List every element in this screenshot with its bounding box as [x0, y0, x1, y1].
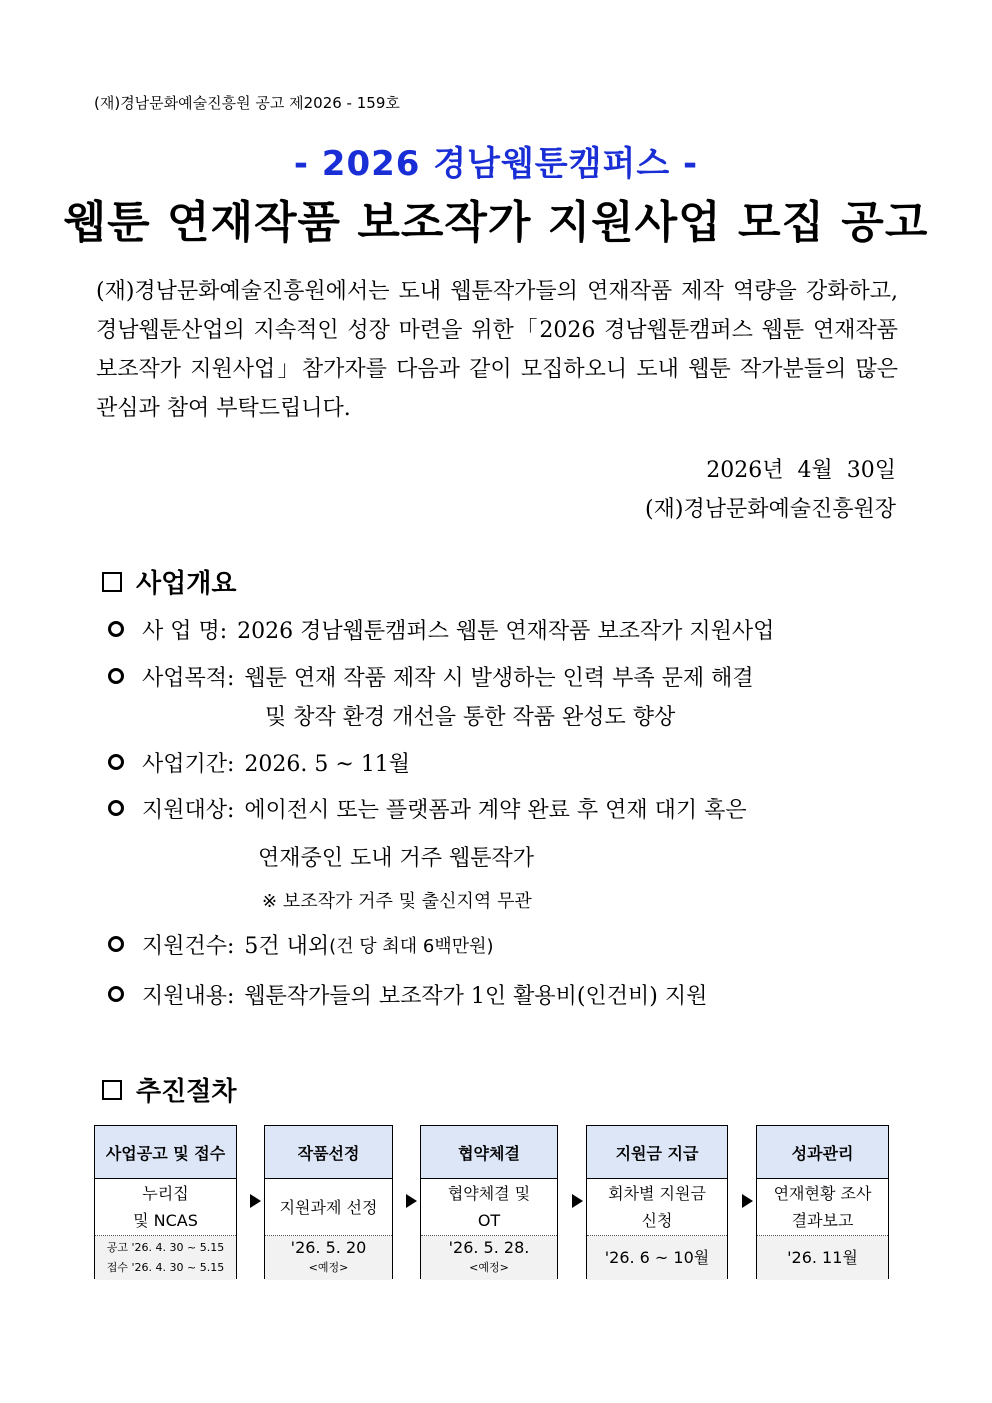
item-label: 사업기간:	[142, 752, 235, 777]
item-label: 지원내용:	[142, 984, 235, 1009]
circle-bullet-icon	[108, 936, 124, 952]
item-label: 지원건수:	[142, 934, 235, 959]
overview-item-purpose	[108, 661, 754, 692]
procedure-step-4	[586, 1125, 728, 1279]
item-value: 5건 내외	[244, 934, 330, 959]
circle-bullet-icon	[108, 668, 124, 684]
section-overview-heading	[102, 563, 236, 600]
item-value: 2026. 5 ~ 11월	[244, 752, 411, 777]
intro-paragraph: (재)경남문화예술진흥원에서는 도내 웹툰작가들의 연재작품 제작 역량을 강화하고, 경남웹툰산업의 지속적인 성장 마련을 위한「2026 경남웹툰캠퍼스 웹툰 연재작품 보조작가 지원사업」참가자를 다음과 같이 모집하오니 도내 웹툰 작가분들의 많은 관심과 참여 부탁드립니다.	[96, 279, 898, 421]
item-label: 사업목적:	[142, 666, 235, 691]
step-foot-line1: '26. 6 ~ 10월	[604, 1248, 710, 1267]
item-label: 사 업 명:	[142, 619, 228, 644]
step-foot-line1: 공고 '26. 4. 30 ~ 5.15	[106, 1241, 225, 1254]
circle-bullet-icon	[108, 800, 124, 816]
step-body: 지원과제 선정	[265, 1179, 392, 1236]
step-body-line2: 및 NCAS	[133, 1211, 198, 1230]
step-head: 지원금 지급	[587, 1126, 727, 1179]
procedure-step-5	[756, 1125, 889, 1279]
step-body-line2: 결과보고	[791, 1211, 854, 1230]
circle-bullet-icon	[108, 986, 124, 1002]
step-foot-line2: 접수 '26. 4. 30 ~ 5.15	[106, 1261, 225, 1274]
item-value: 웹툰 연재 작품 제작 시 발생하는 인력 부족 문제 해결	[244, 666, 754, 691]
step-body-line2: 신청	[641, 1211, 673, 1230]
step-foot-line2: <예정>	[308, 1261, 349, 1274]
overview-item-period	[108, 747, 410, 778]
step-foot-line1: '26. 11월	[787, 1248, 858, 1267]
step-head: 성과관리	[757, 1126, 888, 1179]
purpose-continuation: 및 창작 환경 개선을 통한 작품 완성도 향상	[265, 705, 676, 730]
item-extra: (건 당 최대 6백만원)	[329, 936, 494, 957]
event-subtitle: - 2026 경남웹툰캠퍼스 -	[293, 144, 699, 184]
step-body-line1: 회차별 지원금	[608, 1184, 706, 1203]
step-foot	[587, 1236, 727, 1280]
step-body	[421, 1179, 557, 1236]
item-label: 지원대상:	[142, 798, 235, 823]
circle-bullet-icon	[108, 754, 124, 770]
step-foot	[95, 1236, 236, 1280]
section-procedure-title: 추진절차	[136, 1077, 237, 1107]
step-head: 협약체결	[421, 1126, 557, 1179]
overview-item-name	[108, 614, 774, 645]
circle-bullet-icon	[108, 621, 124, 637]
step-body-line2: OT	[477, 1211, 501, 1230]
flow-arrow-icon	[406, 1194, 417, 1208]
issuer-name: (재)경남문화예술진흥원장	[645, 497, 896, 522]
overview-item-content	[108, 979, 707, 1010]
step-foot-line2: <예정>	[469, 1261, 509, 1274]
step-body-line1: 누리집	[142, 1184, 189, 1203]
overview-item-count	[108, 929, 494, 960]
procedure-step-3	[420, 1125, 558, 1279]
target-note: ※ 보조작가 거주 및 출신지역 무관	[262, 891, 532, 912]
step-foot	[421, 1236, 557, 1280]
item-value: 웹툰작가들의 보조작가 1인 활용비(인건비) 지원	[244, 984, 708, 1009]
step-foot-line1: '26. 5. 20	[290, 1238, 367, 1257]
checkbox-square-icon	[102, 572, 122, 592]
item-value: 에이전시 또는 플랫폼과 계약 완료 후 연재 대기 혹은	[244, 798, 747, 823]
procedure-step-2	[264, 1125, 393, 1279]
step-foot	[757, 1236, 888, 1280]
flow-arrow-icon	[572, 1194, 583, 1208]
notice-number: (재)경남문화예술진흥원 공고 제2026 - 159호	[94, 94, 400, 112]
page-title: 웹툰 연재작품 보조작가 지원사업 모집 공고	[63, 197, 929, 248]
step-body	[95, 1179, 236, 1236]
checkbox-square-icon	[102, 1080, 122, 1100]
step-foot-line1: '26. 5. 28.	[448, 1238, 530, 1257]
section-procedure-heading	[102, 1071, 236, 1108]
step-head: 작품선정	[265, 1126, 392, 1179]
step-body-line1: 연재현황 조사	[773, 1184, 872, 1203]
step-body-line1: 협약체결 및	[447, 1184, 531, 1203]
step-foot	[265, 1236, 392, 1280]
step-body	[757, 1179, 888, 1236]
step-head: 사업공고 및 접수	[95, 1126, 236, 1179]
target-continuation: 연재중인 도내 거주 웹툰작가	[258, 846, 535, 871]
notice-date: 2026년 4월 30일	[706, 458, 896, 483]
step-body	[587, 1179, 727, 1236]
flow-arrow-icon	[742, 1194, 753, 1208]
item-value: 2026 경남웹툰캠퍼스 웹툰 연재작품 보조작가 지원사업	[237, 619, 775, 644]
flow-arrow-icon	[250, 1194, 261, 1208]
overview-item-target	[108, 793, 747, 824]
procedure-step-1	[94, 1125, 237, 1279]
section-overview-title: 사업개요	[136, 569, 237, 599]
